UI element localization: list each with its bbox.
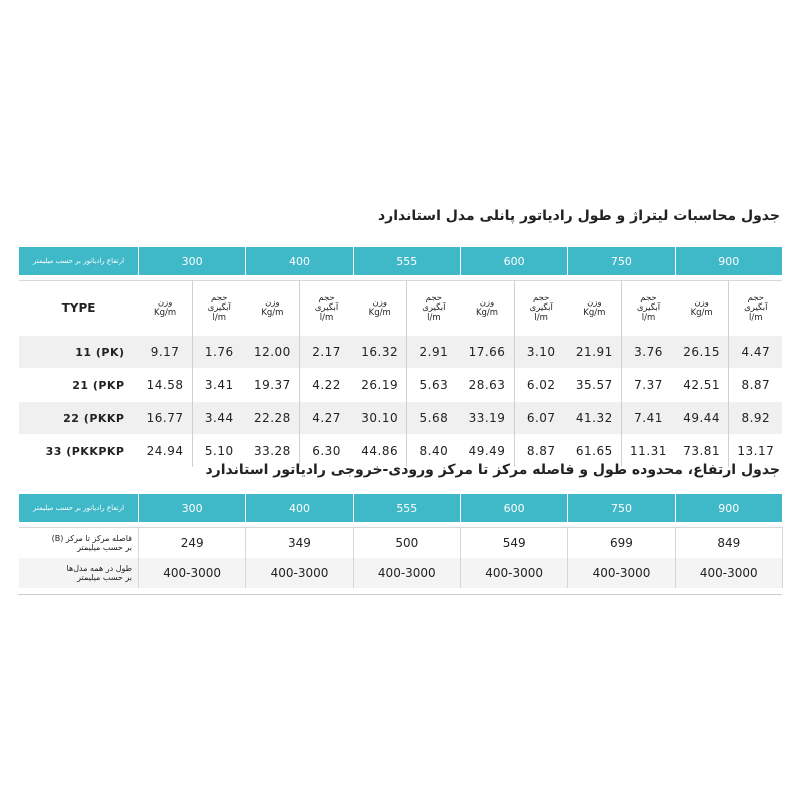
height2-300: 300 bbox=[139, 494, 246, 522]
weight-cell: 73.81 bbox=[675, 435, 729, 468]
weight-label: وزن bbox=[372, 298, 387, 308]
weight-unit: Kg/m bbox=[368, 308, 391, 318]
weight-cell: 33.28 bbox=[246, 435, 300, 468]
table2-title: جدول ارتفاع، محدوده طول و فاصله مرکز تا مرکز ورودی-خروجی رادیاتور استاندارد bbox=[205, 462, 780, 478]
volume-cell: 7.37 bbox=[621, 369, 675, 402]
weight-unit: Kg/m bbox=[475, 308, 499, 318]
weight-header bbox=[246, 281, 300, 336]
row-label bbox=[19, 528, 139, 559]
weight-header bbox=[353, 281, 407, 336]
weight-cell: 33.19 bbox=[460, 402, 514, 435]
volume-cell: 8.87 bbox=[514, 435, 568, 468]
type-cell: 33 (PKKPKP bbox=[19, 435, 139, 468]
height-400: 400 bbox=[246, 247, 353, 275]
table-row bbox=[19, 558, 783, 588]
volume-label2: آبگیری bbox=[314, 303, 339, 313]
volume-cell: 3.41 bbox=[192, 369, 246, 402]
weight-unit: Kg/m bbox=[583, 308, 606, 318]
value-cell: 699 bbox=[568, 528, 675, 559]
volume-cell: 5.68 bbox=[407, 402, 461, 435]
weight-unit: Kg/m bbox=[690, 308, 713, 318]
volume-cell: 5.10 bbox=[192, 435, 246, 468]
volume-label: حجم bbox=[640, 293, 657, 303]
center-distance-table bbox=[18, 494, 783, 588]
row-label bbox=[19, 558, 139, 588]
weight-label: وزن bbox=[157, 298, 173, 308]
height-header-row bbox=[19, 247, 783, 275]
volume-cell: 2.91 bbox=[407, 336, 461, 369]
weight-cell: 42.51 bbox=[675, 369, 729, 402]
volume-unit: l/m bbox=[749, 313, 763, 323]
weight-cell: 44.86 bbox=[353, 435, 407, 468]
volume-label2: آبگیری bbox=[422, 303, 446, 313]
weight-cell: 61.65 bbox=[568, 435, 622, 468]
weight-header bbox=[568, 281, 622, 336]
volume-cell: 6.02 bbox=[514, 369, 568, 402]
subheader-row bbox=[19, 281, 783, 336]
volume-cell: 6.07 bbox=[514, 402, 568, 435]
volume-cell: 13.17 bbox=[729, 435, 783, 468]
volume-cell: 4.27 bbox=[299, 402, 353, 435]
height2-600: 600 bbox=[460, 494, 567, 522]
weight-cell: 19.37 bbox=[246, 369, 300, 402]
value-cell: 400-3000 bbox=[460, 558, 567, 588]
weight-cell: 16.32 bbox=[353, 336, 407, 369]
height2-750: 750 bbox=[568, 494, 675, 522]
volume-cell: 8.92 bbox=[729, 402, 783, 435]
weight-header bbox=[139, 281, 193, 336]
height-750: 750 bbox=[568, 247, 675, 275]
volume-cell: 11.31 bbox=[621, 435, 675, 468]
weight-cell: 30.10 bbox=[353, 402, 407, 435]
volume-cell: 7.41 bbox=[621, 402, 675, 435]
volume-label2: آبگیری bbox=[529, 303, 553, 313]
table-row bbox=[19, 528, 783, 559]
height-corner-label-2: ارتفاع رادیاتور بر حسب میلیمتر bbox=[19, 494, 139, 522]
row-label-line1: طول در همه مدل‌ها bbox=[66, 564, 132, 573]
height-600: 600 bbox=[460, 247, 567, 275]
volume-unit: l/m bbox=[427, 313, 441, 323]
volume-label: حجم bbox=[532, 293, 550, 303]
weight-cell: 9.17 bbox=[139, 336, 193, 369]
value-cell: 400-3000 bbox=[568, 558, 675, 588]
type-cell: 11 (PK) bbox=[19, 336, 139, 369]
value-cell: 400-3000 bbox=[675, 558, 782, 588]
weight-cell: 28.63 bbox=[460, 369, 514, 402]
volume-unit: l/m bbox=[534, 313, 548, 323]
volume-label2: آبگیری bbox=[744, 303, 768, 313]
table-row bbox=[19, 336, 783, 369]
weight-unit: Kg/m bbox=[261, 308, 284, 318]
volume-header bbox=[514, 281, 568, 336]
value-cell: 849 bbox=[675, 528, 782, 559]
volume-cell: 1.76 bbox=[192, 336, 246, 369]
value-cell: 400-3000 bbox=[353, 558, 460, 588]
weight-cell: 21.91 bbox=[568, 336, 622, 369]
height-900: 900 bbox=[675, 247, 782, 275]
volume-cell: 3.44 bbox=[192, 402, 246, 435]
table1-title: جدول محاسبات لیتراژ و طول رادیاتور پانلی مدل استاندارد bbox=[377, 208, 780, 224]
volume-label2: آبگیری bbox=[207, 303, 231, 313]
height-header-row-2 bbox=[19, 494, 783, 522]
volume-label: حجم bbox=[747, 293, 764, 303]
volume-label: حجم bbox=[318, 293, 335, 303]
volume-cell: 3.10 bbox=[514, 336, 568, 369]
volume-cell: 4.22 bbox=[299, 369, 353, 402]
volume-header bbox=[407, 281, 461, 336]
volume-cell: 4.47 bbox=[729, 336, 783, 369]
value-cell: 549 bbox=[460, 528, 567, 559]
weight-cell: 16.77 bbox=[139, 402, 193, 435]
volume-cell: 3.76 bbox=[621, 336, 675, 369]
value-cell: 500 bbox=[353, 528, 460, 559]
height-300: 300 bbox=[139, 247, 246, 275]
weight-header bbox=[460, 281, 514, 336]
liter-weight-table bbox=[18, 247, 783, 467]
type-header: TYPE bbox=[19, 281, 139, 336]
volume-header bbox=[729, 281, 783, 336]
volume-cell: 2.17 bbox=[299, 336, 353, 369]
weight-cell: 49.44 bbox=[675, 402, 729, 435]
weight-label: وزن bbox=[479, 298, 495, 308]
weight-label: وزن bbox=[265, 298, 280, 308]
volume-header bbox=[192, 281, 246, 336]
weight-unit: Kg/m bbox=[154, 308, 177, 318]
table-row bbox=[19, 369, 783, 402]
row-label-line2: بر حسب میلیمتر bbox=[77, 543, 132, 552]
weight-label: وزن bbox=[694, 298, 709, 308]
type-cell: 22 (PKKP bbox=[19, 402, 139, 435]
volume-label: حجم bbox=[211, 293, 228, 303]
height2-400: 400 bbox=[246, 494, 353, 522]
weight-cell: 49.49 bbox=[460, 435, 514, 468]
volume-cell: 8.87 bbox=[729, 369, 783, 402]
volume-label2: آبگیری bbox=[636, 303, 661, 313]
value-cell: 400-3000 bbox=[246, 558, 353, 588]
volume-header bbox=[621, 281, 675, 336]
weight-label: وزن bbox=[587, 298, 602, 308]
table-row bbox=[19, 402, 783, 435]
weight-cell: 22.28 bbox=[246, 402, 300, 435]
volume-unit: l/m bbox=[319, 313, 334, 323]
volume-cell: 6.30 bbox=[299, 435, 353, 468]
volume-cell: 8.40 bbox=[407, 435, 461, 468]
volume-header bbox=[299, 281, 353, 336]
type-cell: 21 (PKP bbox=[19, 369, 139, 402]
weight-cell: 24.94 bbox=[139, 435, 193, 468]
value-cell: 349 bbox=[246, 528, 353, 559]
value-cell: 400-3000 bbox=[139, 558, 246, 588]
height2-900: 900 bbox=[675, 494, 782, 522]
value-cell: 249 bbox=[139, 528, 246, 559]
height-555: 555 bbox=[353, 247, 460, 275]
volume-unit: l/m bbox=[641, 313, 656, 323]
weight-cell: 35.57 bbox=[568, 369, 622, 402]
weight-cell: 26.19 bbox=[353, 369, 407, 402]
weight-cell: 12.00 bbox=[246, 336, 300, 369]
weight-cell: 26.15 bbox=[675, 336, 729, 369]
weight-cell: 17.66 bbox=[460, 336, 514, 369]
row-label-line2: بر حسب میلیمتر bbox=[77, 573, 132, 582]
height-corner-label: ارتفاع رادیاتور بر حسب میلیمتر bbox=[19, 247, 139, 275]
volume-cell: 5.63 bbox=[407, 369, 461, 402]
weight-cell: 14.58 bbox=[139, 369, 193, 402]
row-label-line1: فاصله مرکز تا مرکز (B) bbox=[51, 534, 132, 543]
weight-header bbox=[675, 281, 729, 336]
volume-unit: l/m bbox=[212, 313, 226, 323]
volume-label: حجم bbox=[425, 293, 443, 303]
weight-cell: 41.32 bbox=[568, 402, 622, 435]
height2-555: 555 bbox=[353, 494, 460, 522]
